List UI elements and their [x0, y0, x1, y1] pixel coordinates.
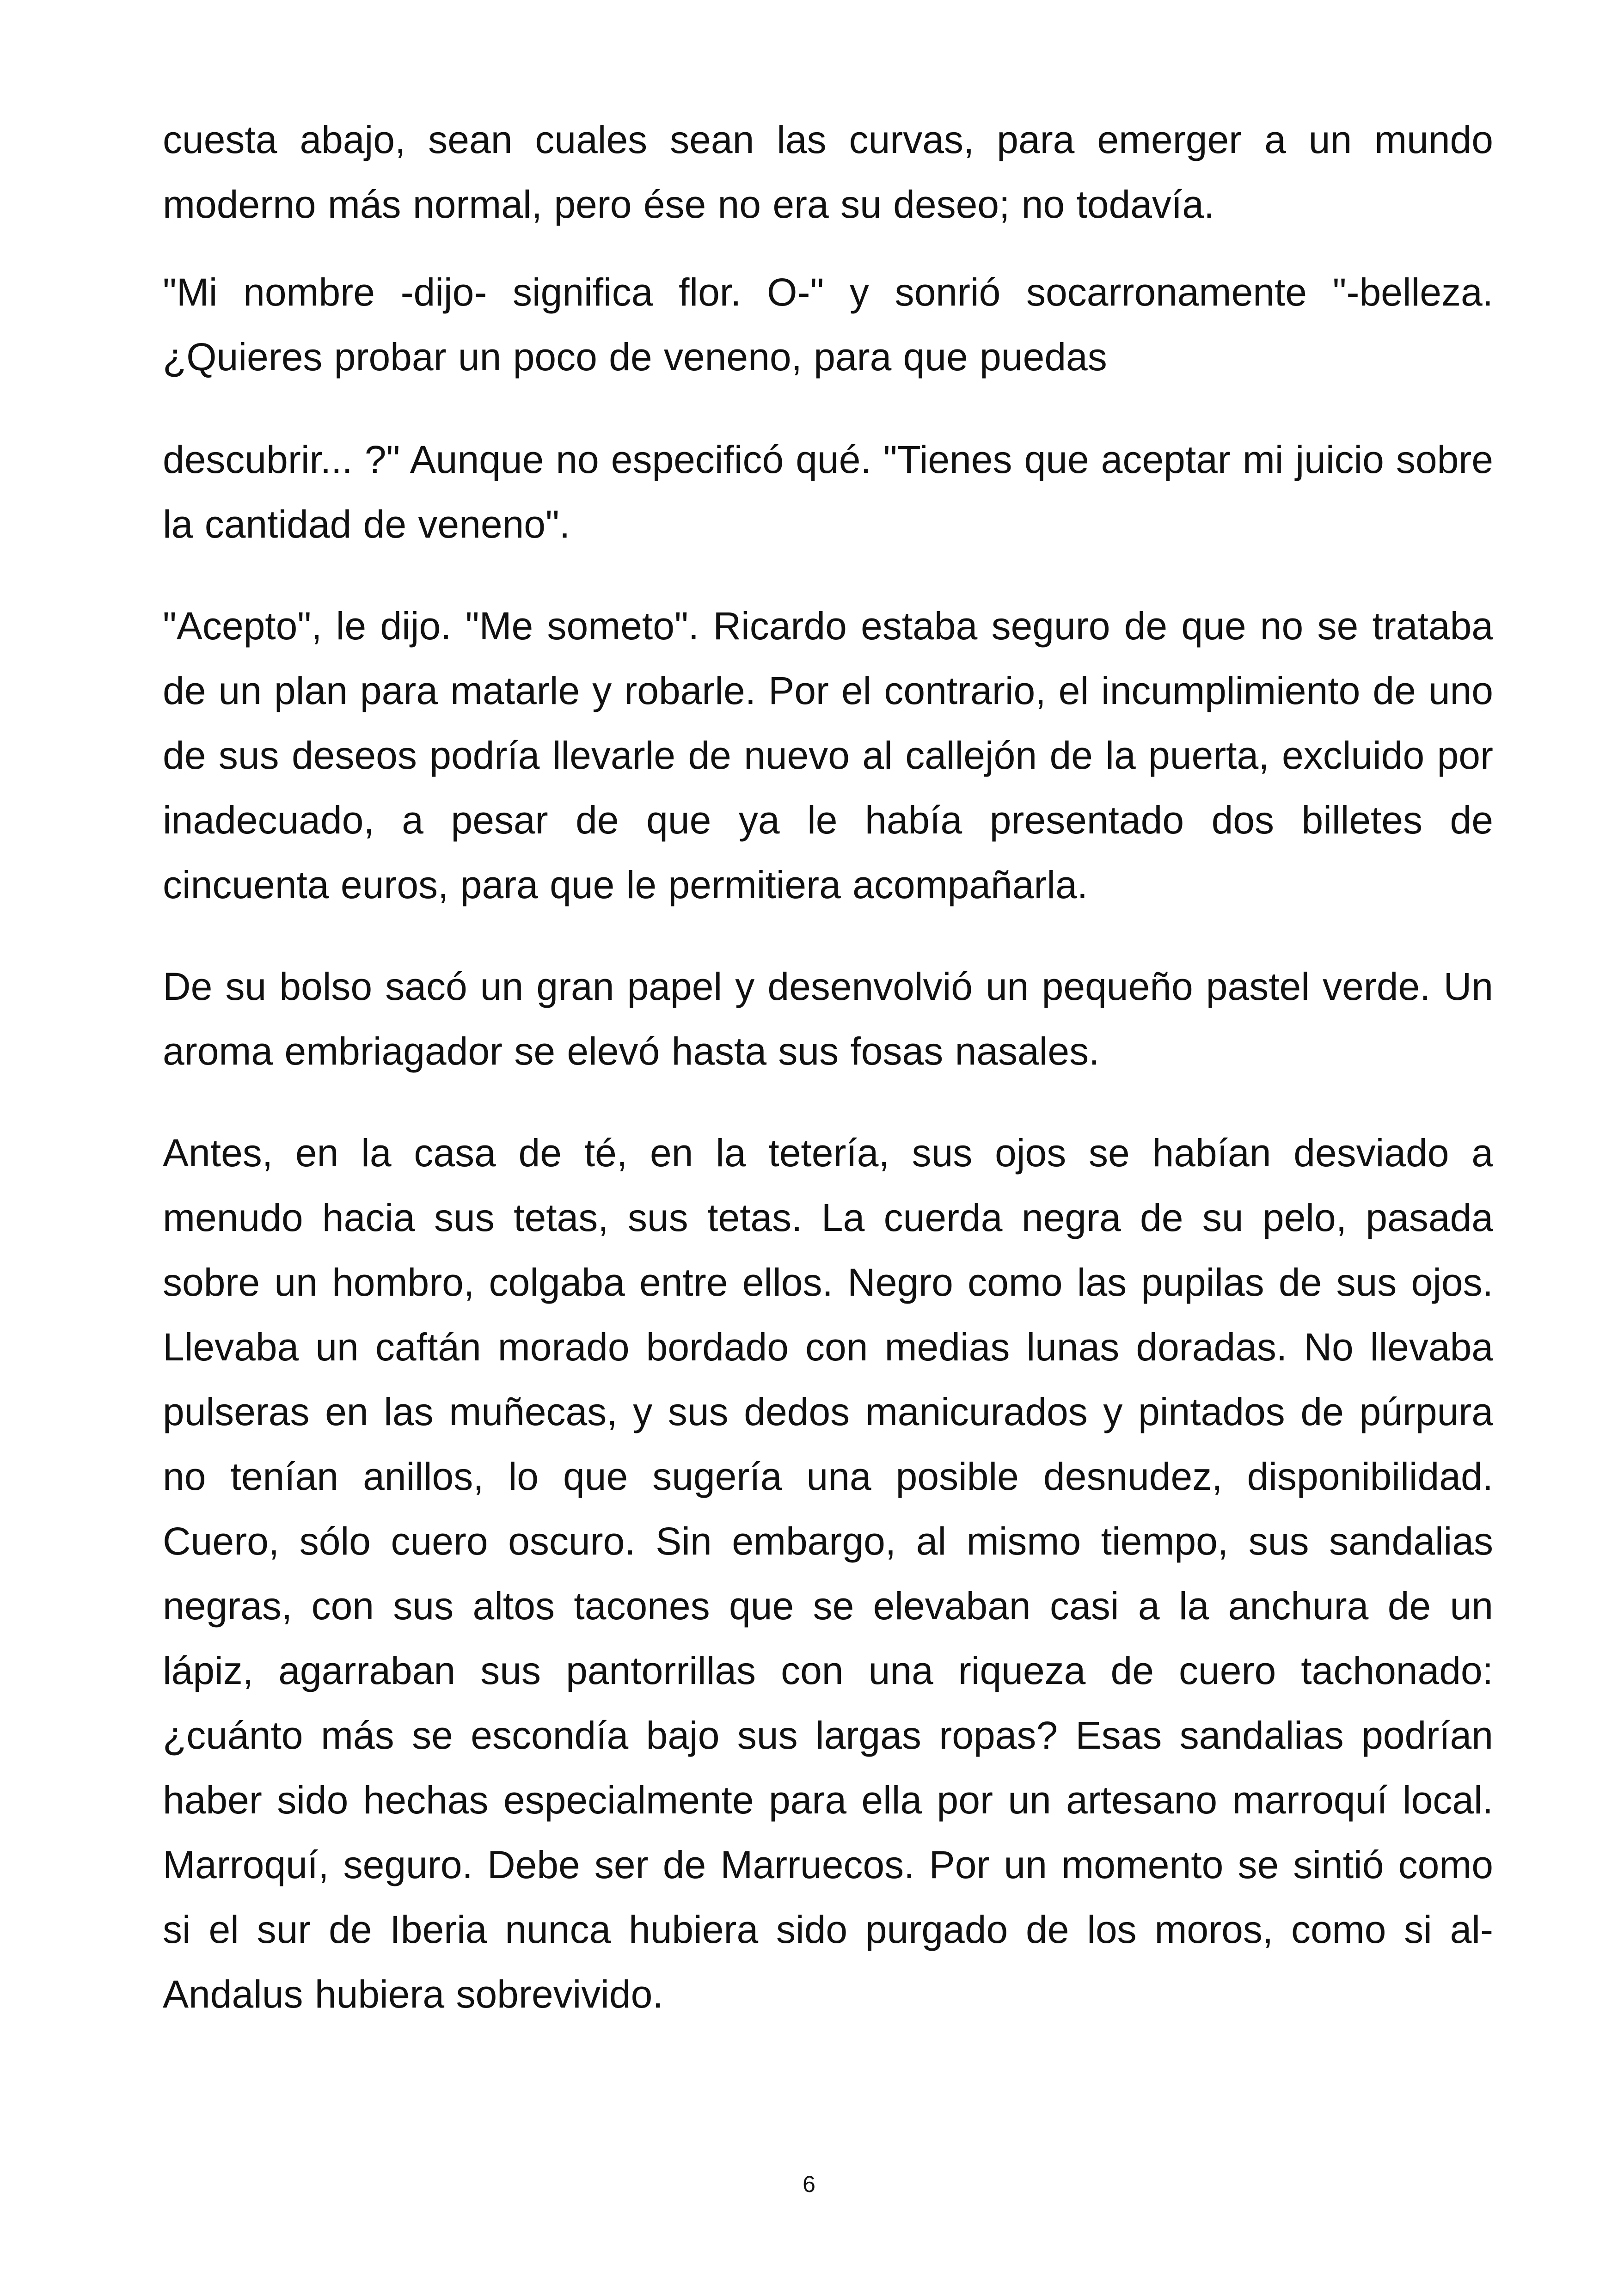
- page-number: 6: [803, 2171, 815, 2197]
- paragraph: "Acepto", le dijo. "Me someto". Ricardo estaba seguro de que no se trataba de un plan para matarle y robarle. Por el contrario, el incumplimiento de uno de sus deseos podría llevarle de nuevo al callejón de la puerta, excluido por inadecuado, a pesar de que ya le había presentado dos billetes de cincuenta euros, para que le permitiera acompañarla.: [163, 604, 1493, 906]
- paragraph: "Mi nombre -dijo- significa flor. O-" y sonrió socarronamente "-belleza. ¿Quieres probar un poco de veneno, para que puedas: [163, 270, 1493, 379]
- paragraph: descubrir... ?" Aunque no especificó qué. "Tienes que aceptar mi juicio sobre la cantidad de veneno".: [163, 438, 1493, 546]
- paragraph: Antes, en la casa de té, en la tetería, sus ojos se habían desviado a menudo hacia sus tetas, sus tetas. La cuerda negra de su pelo, pasada sobre un hombro, colgaba entre ellos. Negro como las pupilas de sus ojos. Llevaba un caftán morado bordado con medias lunas doradas. No llevaba pulseras en las muñecas, y sus dedos manicurados y pintados de púrpura no tenían anillos, lo que sugería una posible desnudez, disponibilidad. Cuero, sólo cuero oscuro. Sin embargo, al mismo tiempo, sus sandalias negras, con sus altos tacones que se elevaban casi a la anchura de un lápiz, agarraban sus pantorrillas con una riqueza de cuero tachonado: ¿cuánto más se escondía bajo sus largas ropas? Esas sandalias podrían haber sido hechas especialmente para ella por un artesano marroquí local. Marroquí, seguro. Debe ser de Marruecos. Por un momento se sintió como si el sur de Iberia nunca hubiera sido purgado de los moros, como si al-Andalus hubiera sobrevivido.: [163, 1131, 1493, 2016]
- body-text: [163, 107, 1493, 2027]
- paragraph: De su bolso sacó un gran papel y desenvolvió un pequeño pastel verde. Un aroma embriagador se elevó hasta sus fosas nasales.: [163, 965, 1493, 1073]
- paragraph: cuesta abajo, sean cuales sean las curvas, para emerger a un mundo moderno más normal, pero ése no era su deseo; no todavía.: [163, 118, 1493, 226]
